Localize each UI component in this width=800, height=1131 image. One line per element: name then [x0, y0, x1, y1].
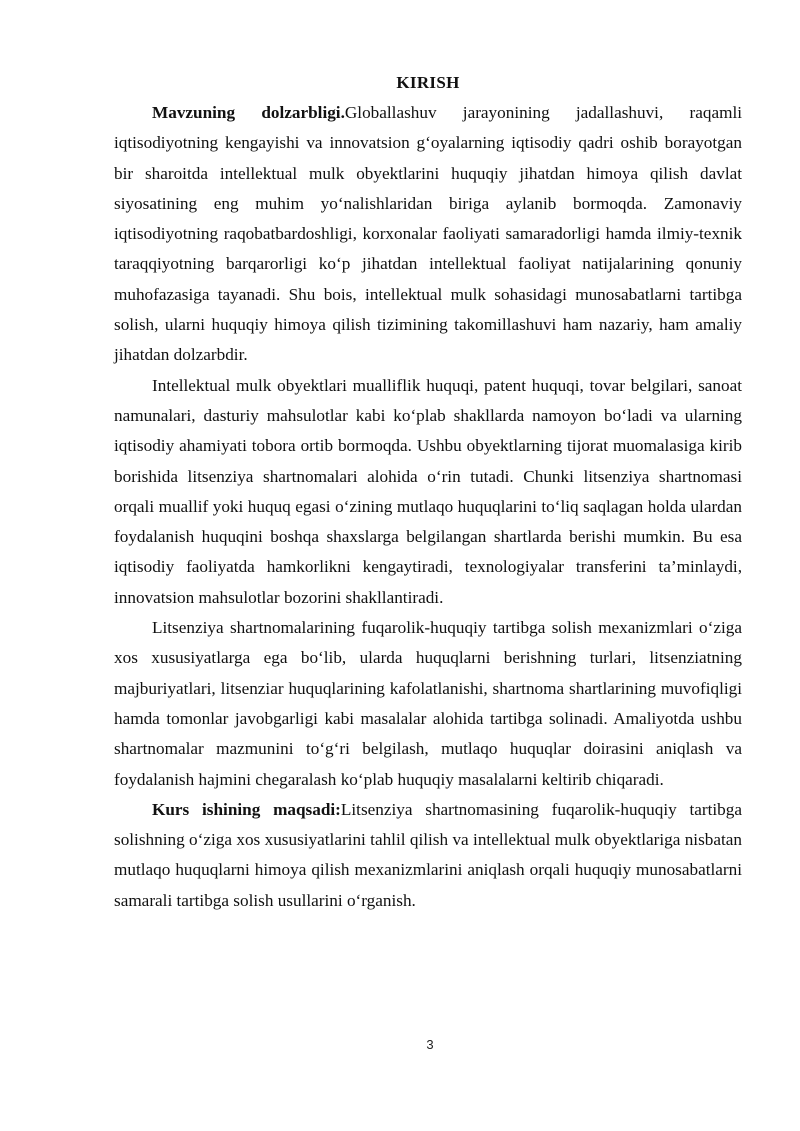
paragraph-text: Litsenziya shartnomalarining fuqarolik-huquqiy tartibga solish mexanizmlari o‘ziga xos xususiyatlarga ega bo‘lib, ularda huquqlarni berishning turlari, litsenziatning majburiyatlari, litsenziar huquqlarining kafolatlanishi, shartnoma shartlarining muvofiqligi hamda tomonlar javobgarligi kabi masalalar alohida tartibga solinadi. Amaliyotda ushbu shartnomalar mazmunini to‘g‘ri belgilash, mutlaqo huquqlar doirasini aniqlash va foydalanish hajmini chegaralash ko‘plab huquqiy masalalarni keltirib chiqaradi.	[114, 618, 742, 789]
paragraph-objects	[114, 371, 742, 613]
paragraph-text: Globallashuv jarayonining jadallashuvi, raqamli iqtisodiyotning kengayishi va innovatsion g‘oyalarning iqtisodiy qadri oshib borayotgan bir sharoitda intellektual mulk obyektlarini huquqiy jihatdan himoya qilish davlat siyosatining eng muhim yo‘nalishlaridan biriga aylanib bormoqda. Zamonaviy iqtisodiyotning raqobatbardoshligi, korxonalar faoliyati samaradorligi hamda ilmiy-texnik taraqqiyotning barqarorligi ko‘p jihatdan intellektual faoliyat natijalarining qonuniy muhofazasiga tayanadi. Shu bois, intellektual mulk sohasidagi munosabatlarni tartibga solish, ularni huquqiy himoya qilish tizimining takomillashuvi ham nazariy, ham amaliy jihatdan dolzarbdir.	[114, 103, 742, 365]
paragraph-text: Intellektual mulk obyektlari mualliflik huquqi, patent huquqi, tovar belgilari, sanoat namunalari, dasturiy mahsulotlar kabi ko‘plab shakllarda namoyon bo‘ladi va ularning iqtisodiy ahamiyati tobora ortib bormoqda. Ushbu obyektlarning tijorat muomalasiga kirib borishida litsenziya shartnomalari alohida o‘rin tutadi. Chunki litsenziya shartnomasi orqali muallif yoki huquq egasi o‘zining mutlaqo huquqlarini to‘liq saqlagan holda ulardan foydalanish huquqini boshqa shaxslarga belgilangan shartlarda berishi mumkin. Bu esa iqtisodiy faoliyatda hamkorlikni kengaytiradi, texnologiyalar transferini ta’minlaydi, innovatsion mahsulotlar bozorini shakllantiradi.	[114, 375, 742, 607]
paragraph-lead: Mavzuning dolzarbligi.	[152, 103, 345, 122]
paragraph-relevance	[114, 98, 742, 371]
page-content	[114, 72, 742, 916]
page-number: 3	[426, 1037, 434, 1052]
paragraph-lead: Kurs ishining maqsadi:	[152, 799, 341, 819]
paragraph-mechanisms	[114, 613, 742, 795]
section-title: KIRISH	[396, 73, 460, 92]
paragraph-goal	[114, 795, 742, 916]
paragraph-text: Litsenziya shartnomasining fuqarolik-huquqiy tartibga solishning o‘ziga xos xususiyatlarini tahlil qilish va intellektual mulk obyektlariga nisbatan mutlaqo huquqlarni himoya qilish mexanizmlarini aniqlash orqali huquqiy munosabatlarni samarali tartibga solish usullarini o‘rganish.	[114, 799, 742, 910]
